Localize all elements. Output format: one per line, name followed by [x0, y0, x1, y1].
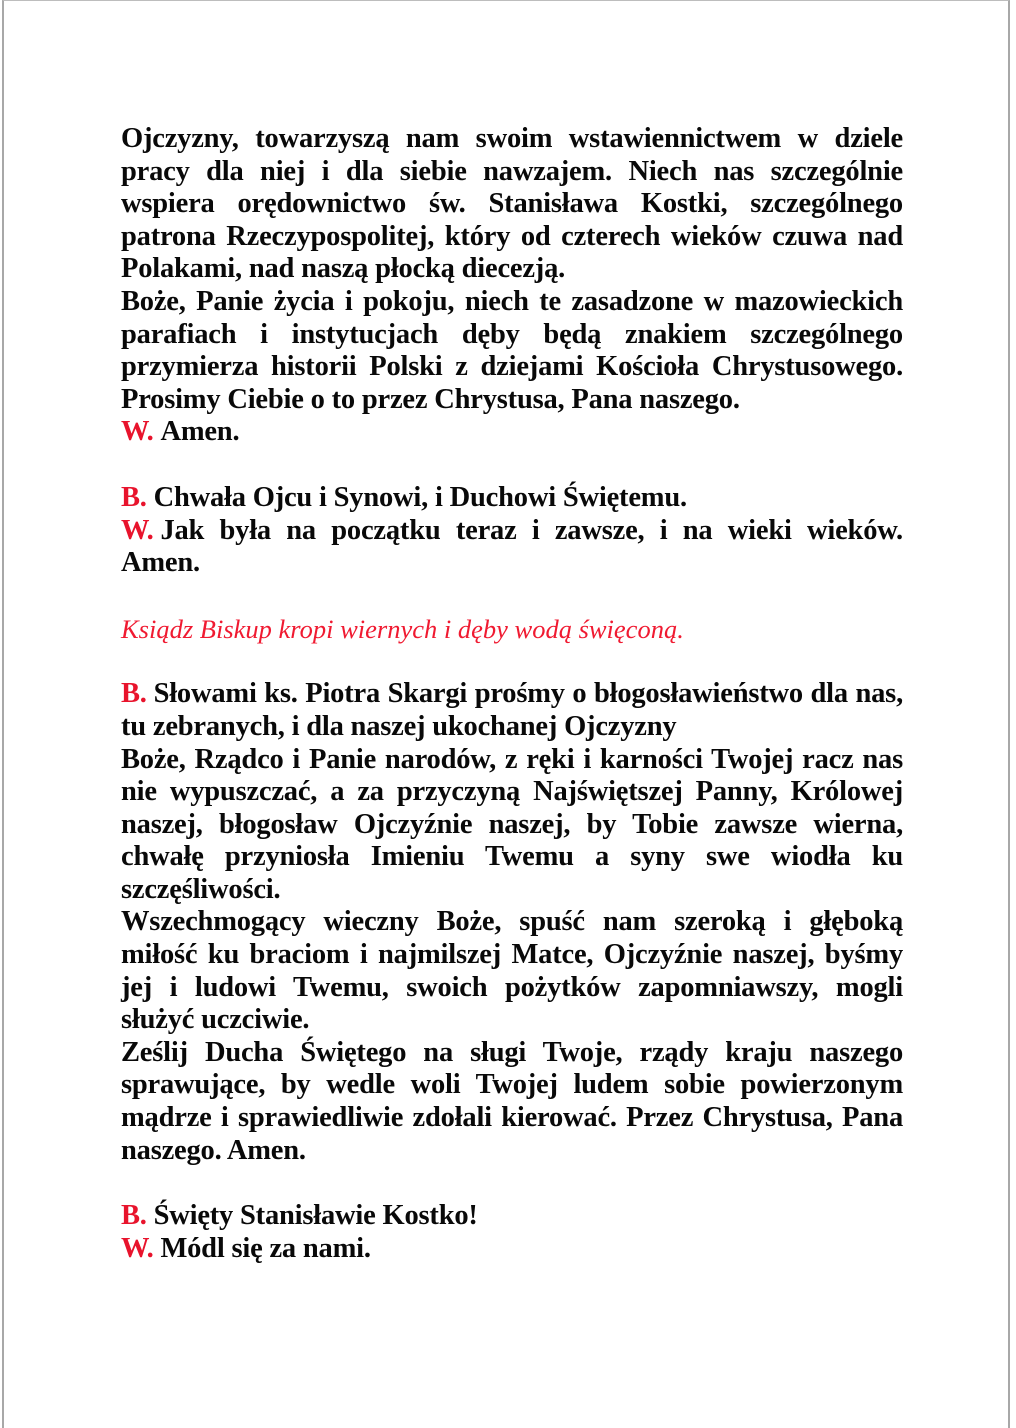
response-letter: W. [121, 514, 154, 546]
response-text: Módl się za nami. [160, 1232, 371, 1264]
response-amen [121, 416, 903, 449]
prayer-skarga-part-3: Ześlij Ducha Świętego na sługi Twoje, rządy kraju naszego sprawujące, by wedle woli Twojej ludem sobie powierzonym mądrze i sprawiedliwie zdołali kierować. Przez Chrystusa, Pana naszego. Amen. [121, 1036, 903, 1166]
versicle-letter: B. [121, 678, 147, 710]
prayer-skarga-part-2: Wszechmogący wieczny Boże, spuść nam szeroką i głęboką miłość ku braciom i najmilszej Matce, Ojczyźnie naszej, byśmy jej i ludowi Twemu, swoich pożytków zapomniawszy, mogli służyć uczciwie. [121, 906, 903, 1036]
versicle-gloria [121, 482, 903, 515]
text-column [121, 123, 903, 1265]
response-gloria [121, 515, 903, 580]
response-kostka [121, 1233, 903, 1266]
prayer-skarga-part-1: Boże, Rządco i Panie narodów, z ręki i karności Twojej racz nas nie wypuszczać, a za przyczyną Najświętszej Panny, Królowej naszej, błogosław Ojczyźnie naszej, by Tobie zawsze wierna, chwałę przyniosła Imieniu Twemu a syny swe wiodła ku szczęśliwości. [121, 743, 903, 905]
response-letter: W. [121, 416, 154, 448]
versicle-kostka [121, 1200, 903, 1233]
versicle-letter: B. [121, 481, 147, 513]
versicle-text: Chwała Ojcu i Synowi, i Duchowi Świętemu. [153, 481, 687, 513]
versicle-text: Słowami ks. Piotra Skargi prośmy o błogosławieństwo dla nas, tu zebranych, i dla naszej ukochanej Ojczyzny [121, 678, 903, 742]
rubric-sprinkling: Ksiądz Biskup kropi wiernych i dęby wodą święconą. [121, 613, 684, 644]
versicle-text: Święty Stanisławie Kostko! [153, 1200, 478, 1232]
response-letter: W. [121, 1232, 154, 1264]
response-text: Amen. [160, 416, 240, 448]
response-text: Jak była na początku teraz i zawsze, i na wieki wieków. Amen. [121, 514, 903, 579]
versicle-skarga-intro [121, 678, 903, 743]
document-page [2, 0, 1010, 1428]
versicle-letter: B. [121, 1200, 147, 1232]
paragraph-intro-continuation: Ojczyzny, towarzyszą nam swoim wstawiennictwem w dziele pracy dla niej i dla siebie nawzajem. Niech nas szczególnie wspiera orędownictwo św. Stanisława Kostki, szczególnego patrona Rzeczypospolitej, który od czterech wieków czuwa nad Polakami, nad naszą płocką diecezją. [121, 123, 903, 285]
paragraph-oaks-prayer: Boże, Panie życia i pokoju, niech te zasadzone w mazowieckich parafiach i instytucjach dęby będą znakiem szczególnego przymierza historii Polski z dziejami Kościoła Chrystusowego. Prosimy Ciebie o to przez Chrystusa, Pana naszego. [121, 285, 903, 415]
